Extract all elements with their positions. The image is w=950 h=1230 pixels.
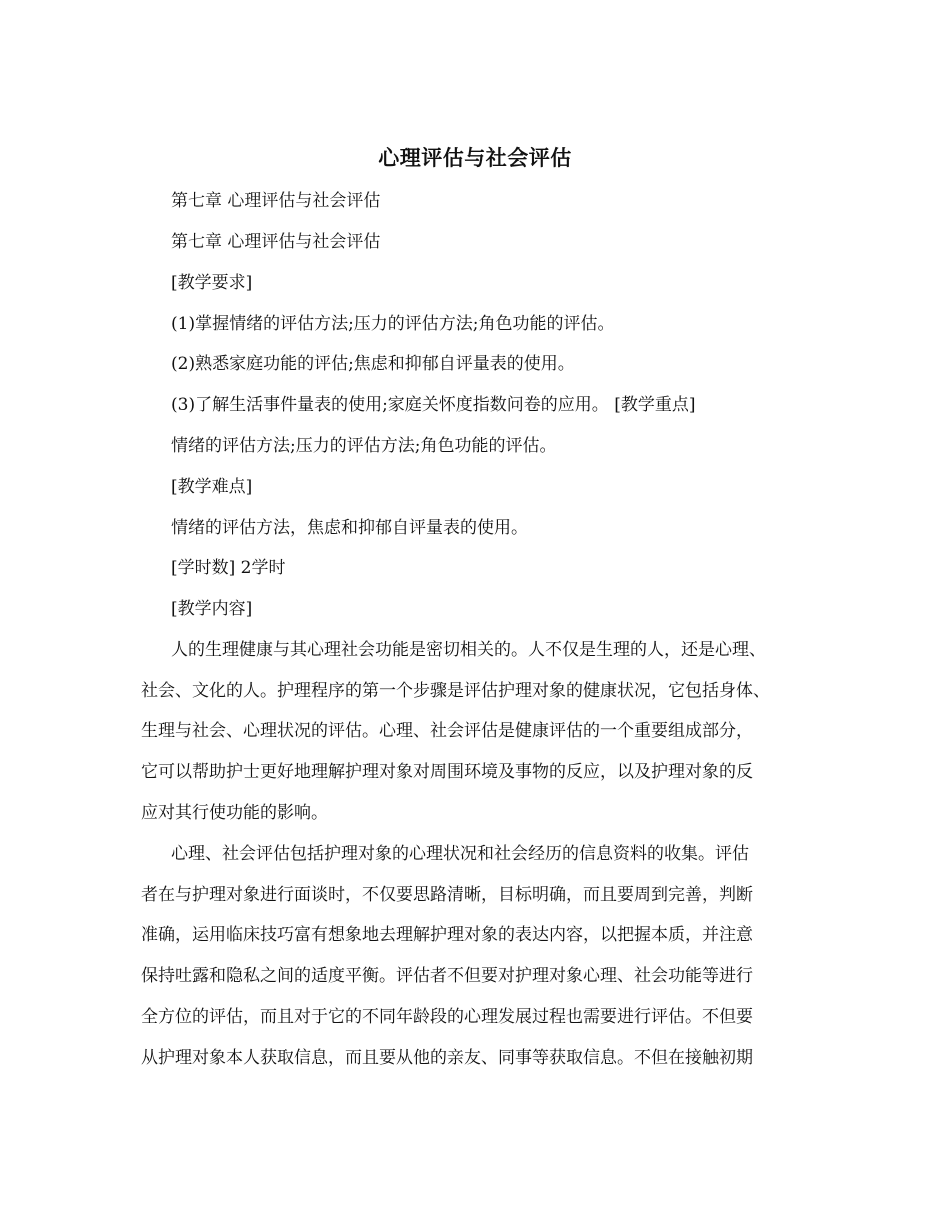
requirement-item-2: (2)熟悉家庭功能的评估;焦虑和抑郁自评量表的使用。 <box>171 354 575 374</box>
chapter-heading: 第七章 心理评估与社会评估 <box>171 191 381 211</box>
key-points-text: 情绪的评估方法;压力的评估方法;角色功能的评估。 <box>171 436 557 456</box>
paragraph-2-line: 从护理对象本人获取信息，而且要从他的亲友、同事等获取信息。不但在接触初期 <box>141 1048 753 1068</box>
class-hours-text: [学时数] 2学时 <box>171 558 286 578</box>
paragraph-2-line: 全方位的评估，而且对于它的不同年龄段的心理发展过程也需要进行评估。不但要 <box>141 1007 753 1027</box>
paragraph-2-line: 准确，运用临床技巧富有想象地去理解护理对象的表达内容，以把握本质，并注意 <box>141 925 753 945</box>
paragraph-1-line: 应对其行使功能的影响。 <box>141 803 328 823</box>
section-label-teaching-requirements: [教学要求] <box>171 273 253 293</box>
paragraph-2-line: 保持吐露和隐私之间的适度平衡。评估者不但要对护理对象心理、社会功能等进行 <box>141 966 753 986</box>
difficulties-text: 情绪的评估方法，焦虑和抑郁自评量表的使用。 <box>171 518 528 538</box>
section-label-difficulties: [教学难点] <box>171 477 253 497</box>
paragraph-1-line: 它可以帮助护士更好地理解护理对象对周围环境及事物的反应，以及护理对象的反 <box>141 762 753 782</box>
document-title: 心理评估与社会评估 <box>378 145 572 170</box>
paragraph-1-line: 生理与社会、心理状况的评估。心理、社会评估是健康评估的一个重要组成部分， <box>141 721 753 741</box>
paragraph-1-line: 人的生理健康与其心理社会功能是密切相关的。人不仅是生理的人，还是心理、 <box>171 640 766 660</box>
paragraph-2-line: 心理、社会评估包括护理对象的心理状况和社会经历的信息资料的收集。评估 <box>171 844 749 864</box>
requirement-item-1: (1)掌握情绪的评估方法;压力的评估方法;角色功能的评估。 <box>171 314 615 334</box>
requirement-item-3: (3)了解生活事件量表的使用;家庭关怀度指数问卷的应用。 [教学重点] <box>171 395 696 415</box>
paragraph-1-line: 社会、文化的人。护理程序的第一个步骤是评估护理对象的健康状况，它包括身体、 <box>141 681 770 701</box>
chapter-heading-repeat: 第七章 心理评估与社会评估 <box>171 232 381 252</box>
paragraph-2-line: 者在与护理对象进行面谈时，不仅要思路清晰，目标明确，而且要周到完善，判断 <box>141 885 753 905</box>
section-label-teaching-content: [教学内容] <box>171 599 253 619</box>
